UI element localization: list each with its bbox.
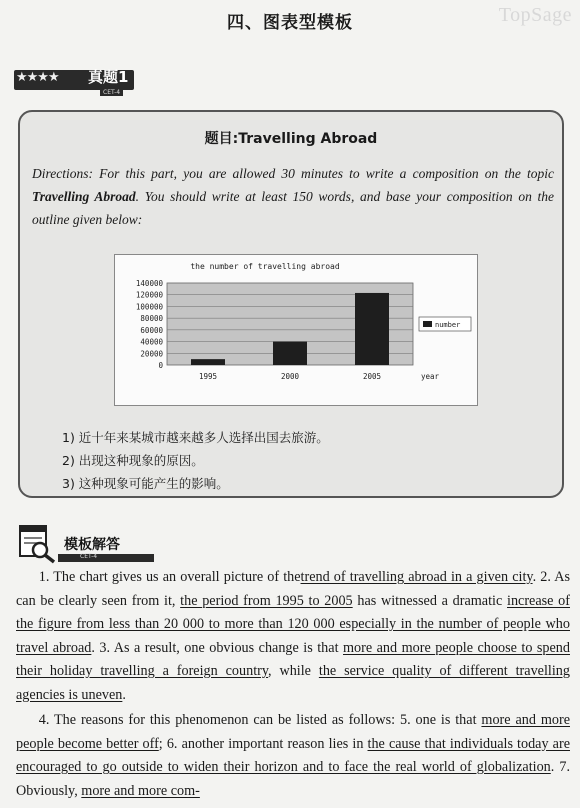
outline-item-3: 3) 这种现象可能产生的影响。 <box>62 476 229 491</box>
bar-chart <box>115 255 477 405</box>
y-tick-label: 120000 <box>135 290 163 300</box>
text-span: 4. The reasons for this phenomenon can be listed as follows: 5. one is that <box>38 712 482 728</box>
text-span: ; 6. another important reason lies in <box>158 735 368 752</box>
y-tick-label: 20000 <box>140 349 163 359</box>
watermark: TopSage <box>498 4 572 26</box>
answer-text <box>16 566 570 803</box>
directions-pre: Directions: For this part, you are allowed 30 minutes to write a composition on the topic <box>32 166 554 181</box>
bar <box>273 342 307 365</box>
star-icon: ★★★★ <box>16 70 59 85</box>
bar <box>355 293 389 365</box>
outline-item-1: 1) 近十年来某城市越来越多人选择出国去旅游。 <box>62 430 329 445</box>
underlined-phrase: the service quality of different travelling agencies is uneven <box>16 663 570 703</box>
underlined-phrase: more and more com- <box>81 782 200 799</box>
exam-box <box>18 110 564 498</box>
model-sub: CET-4 <box>80 553 98 560</box>
zhenti-banner <box>14 66 142 94</box>
x-tick-label: 2000 <box>280 372 300 381</box>
directions-post: . You should write at least 150 words, and base your composition on the outline given below: <box>32 189 554 227</box>
text-span: , while <box>268 663 319 679</box>
x-axis-label: year <box>421 372 440 381</box>
answer-paragraph-1 <box>16 566 570 707</box>
underlined-phrase: the cause that individuals today are encouraged to go outside to widen their horizon and to face the real world of globalization <box>16 735 570 775</box>
model-bar <box>58 554 154 562</box>
text-span: . 2. As can be clearly seen from it, <box>16 569 570 609</box>
box-title: 题目:Travelling Abroad <box>204 131 378 147</box>
x-tick-label: 1995 <box>198 372 218 381</box>
y-tick-label: 80000 <box>140 314 163 324</box>
model-banner <box>14 522 154 564</box>
outline-item-2: 2) 出现这种现象的原因。 <box>62 453 204 468</box>
model-label: 模板解答 <box>64 537 120 553</box>
underlined-phrase: trend of travelling abroad in a given city <box>300 569 533 585</box>
directions <box>32 162 554 231</box>
y-tick-label: 60000 <box>140 325 163 335</box>
text-span: has witnessed a dramatic <box>352 592 507 609</box>
y-tick-label: 0 <box>158 361 163 370</box>
text-span: . 3. As a result, one obvious change is that <box>91 639 343 656</box>
zhenti-sub: CET-4 <box>100 89 123 96</box>
legend-label: number <box>435 321 461 329</box>
directions-topic: Travelling Abroad <box>32 189 136 204</box>
bar <box>191 359 225 365</box>
chart-title: the number of travelling abroad <box>190 262 340 271</box>
chart-frame <box>114 254 478 406</box>
y-tick-label: 140000 <box>135 279 163 288</box>
underlined-phrase: increase of the figure from less than 20 000 to more than 120 000 especially in the number of people who travel abroad <box>16 592 570 656</box>
zhenti-label: 真题1 <box>88 68 129 86</box>
y-tick-label: 40000 <box>140 337 163 347</box>
underlined-phrase: more and more people choose to spend their holiday travelling a foreign country <box>16 639 570 679</box>
y-tick-label: 100000 <box>135 302 163 312</box>
outline <box>62 426 329 495</box>
text-span: 1. The chart gives us an overall picture of the <box>38 569 301 585</box>
text-span: . <box>122 686 126 703</box>
section-title: 四、图表型模板 <box>227 13 353 33</box>
x-tick-label: 2005 <box>362 372 382 381</box>
answer-paragraph-2 <box>16 709 570 803</box>
legend-swatch <box>423 321 432 327</box>
magnifier-doc-icon <box>14 522 60 564</box>
underlined-phrase: more and more people become better off <box>16 712 570 752</box>
underlined-phrase: the period from 1995 to 2005 <box>180 592 353 609</box>
text-span: . 7. Obviously, <box>16 759 570 799</box>
